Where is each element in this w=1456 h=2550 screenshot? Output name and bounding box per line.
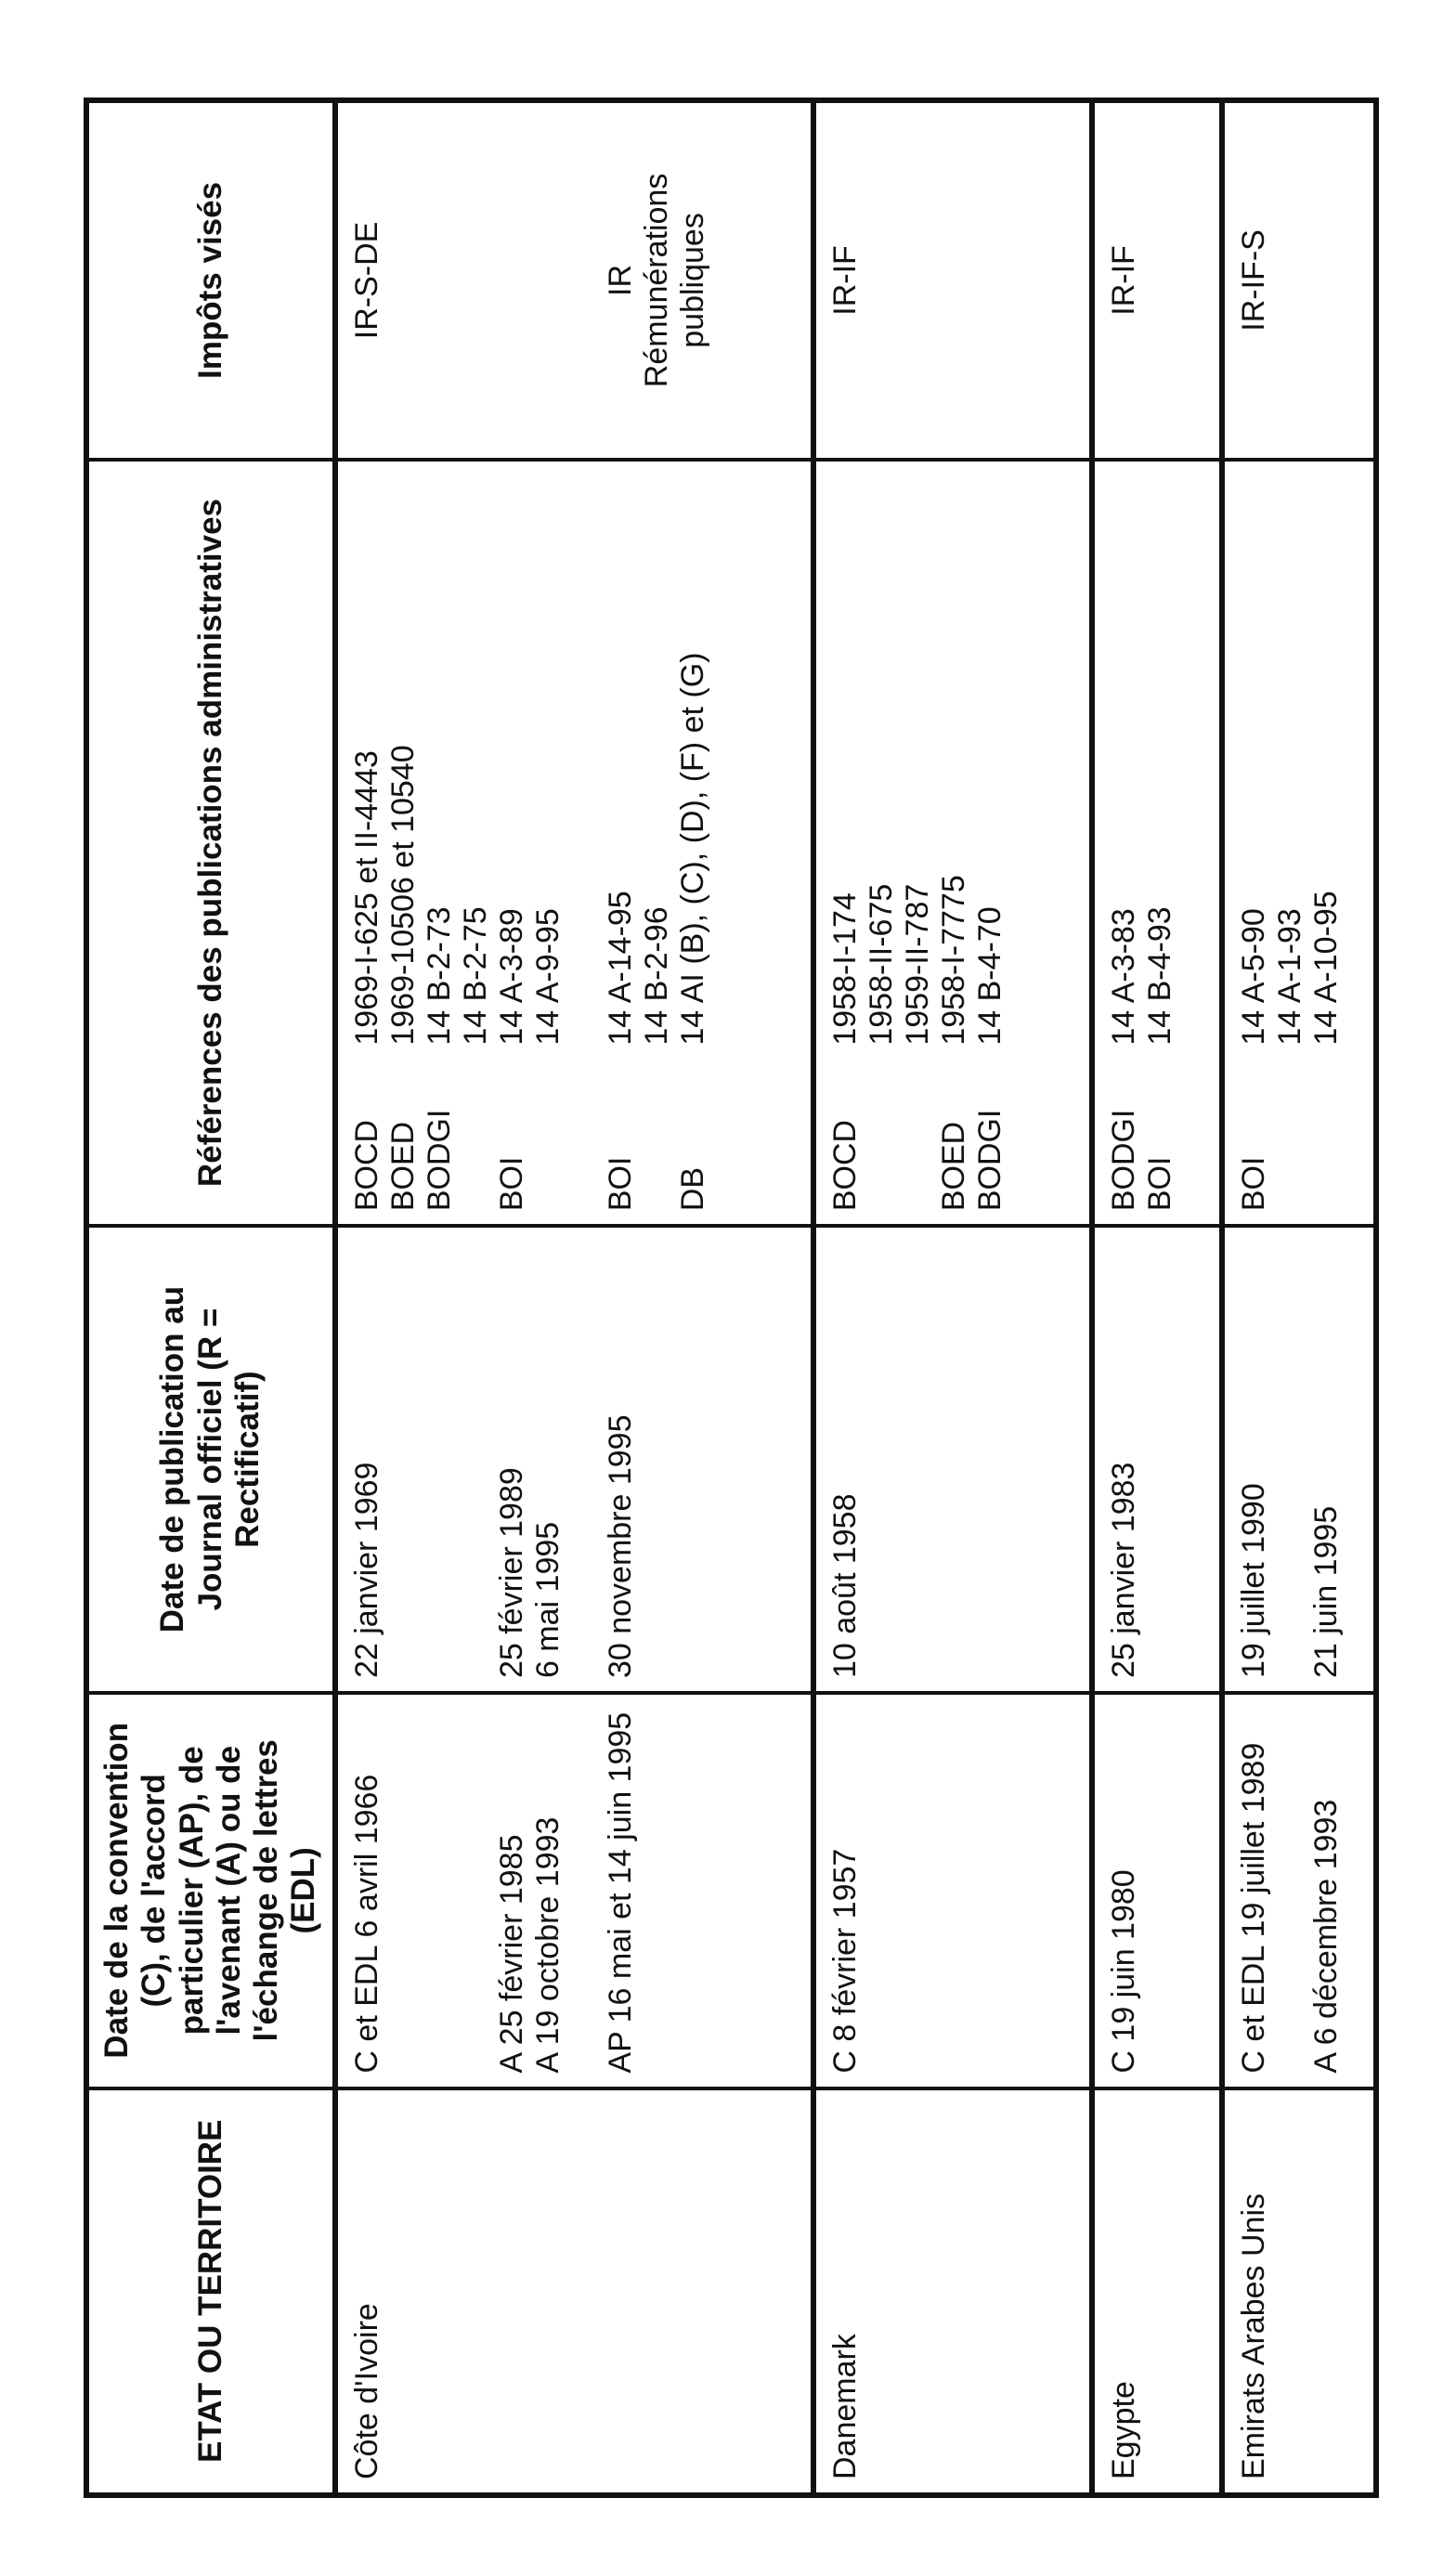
- publication-code: BOCD: [826, 1119, 863, 1212]
- convention-date: A 6 décembre 1993: [1307, 1799, 1344, 2074]
- convention-cell: [1092, 1693, 1222, 2088]
- publication-code: BODGI: [971, 1109, 1008, 1212]
- reference-cell: [1092, 460, 1222, 1059]
- taxes-value: IR: [602, 264, 638, 296]
- convention-cell: [1222, 1693, 1377, 2088]
- convention-date: C 19 juin 1980: [1105, 1869, 1141, 2074]
- reference-cell: [1222, 460, 1377, 1059]
- publication-code: BODGI: [1105, 1109, 1141, 1212]
- taxes-cell: [1092, 100, 1222, 460]
- convention-date: C 8 février 1957: [826, 1848, 863, 2074]
- state-cell: [813, 2088, 1092, 2495]
- reference-number: 14 A-3-89: [493, 908, 529, 1046]
- reference-cell: [813, 460, 1092, 1059]
- reference-number: 14 B-4-70: [971, 906, 1008, 1046]
- reference-number: 1969-10506 et 10540: [384, 745, 421, 1046]
- publication-code: BOI: [1141, 1156, 1177, 1212]
- state-name: Côte d'Ivoire: [348, 2303, 384, 2479]
- convention-date: C et EDL 19 juillet 1989: [1235, 1742, 1271, 2074]
- convention-date: A 19 octobre 1993: [529, 1816, 566, 2074]
- reference-cell: [335, 460, 813, 1059]
- convention-date: AP 16 mai et 14 juin 1995: [602, 1711, 638, 2074]
- jo-cell: [813, 1226, 1092, 1693]
- reference-number: 14 A-10-95: [1307, 891, 1344, 1046]
- convention-date: C et EDL 6 avril 1966: [348, 1774, 384, 2074]
- publication-code: BODGI: [421, 1109, 457, 1212]
- jo-cell: [1092, 1226, 1222, 1693]
- publication-code: BOED: [935, 1121, 971, 1212]
- reference-number: 14 A-5-90: [1235, 908, 1271, 1046]
- publication-code: BOCD: [348, 1119, 384, 1212]
- publication-cell: [813, 1059, 1092, 1227]
- publication-code: BOED: [384, 1121, 421, 1212]
- jo-date: 25 janvier 1983: [1105, 1462, 1141, 1679]
- state-name: Danemark: [826, 2334, 863, 2479]
- jo-date: 6 mai 1995: [529, 1521, 566, 1679]
- state-cell: [335, 2088, 813, 2495]
- conventions-table: [84, 98, 1379, 2498]
- jo-date: 10 août 1958: [826, 1493, 863, 1679]
- jo-date: 30 novembre 1995: [602, 1414, 638, 1679]
- taxes-value: IR-S-DE: [348, 221, 384, 340]
- publication-cell: [335, 1059, 813, 1227]
- taxes-value: IR-IF: [826, 245, 863, 316]
- reference-number: 14 B-4-93: [1141, 906, 1177, 1046]
- state-name: Egypte: [1105, 2381, 1141, 2479]
- state-cell: [1092, 2088, 1222, 2495]
- table-row: [1092, 100, 1222, 2495]
- publication-code: BOI: [1235, 1156, 1271, 1212]
- state-cell: [1222, 2088, 1377, 2495]
- jo-date: 25 février 1989: [493, 1467, 529, 1679]
- taxes-value: Rémunérations: [638, 173, 674, 388]
- reference-number: 14 AI (B), (C), (D), (F) et (G): [675, 652, 711, 1046]
- reference-number: 1958-II-675: [863, 883, 899, 1046]
- taxes-cell: [1222, 100, 1377, 460]
- state-name: Emirats Arabes Unis: [1235, 2193, 1271, 2479]
- taxes-value: IR-IF: [1105, 245, 1141, 316]
- header-row: [86, 100, 335, 2495]
- taxes-value: IR-IF-S: [1235, 229, 1271, 332]
- taxes-value: publiques: [674, 213, 710, 348]
- jo-date: 21 juin 1995: [1307, 1505, 1344, 1679]
- jo-cell: [335, 1226, 813, 1693]
- reference-number: 14 B-2-75: [457, 906, 493, 1046]
- header-convention-date: Date de la convention (C), de l'accord particulier (AP), de l'avenant (A) ou de l'échange de lettres (EDL): [86, 1693, 335, 2088]
- publication-code: BOI: [493, 1156, 529, 1212]
- publication-cell: [1092, 1059, 1222, 1227]
- jo-cell: [1222, 1226, 1377, 1693]
- jo-date: 22 janvier 1969: [348, 1462, 384, 1679]
- publication-code: [530, 1062, 566, 1212]
- publication-code: [458, 1062, 494, 1212]
- publication-cell: [1222, 1059, 1377, 1227]
- reference-number: 1958-I-7775: [935, 875, 971, 1046]
- table-row: [813, 100, 1092, 2495]
- publication-code: [639, 1062, 675, 1212]
- reference-number: 14 B-2-73: [421, 906, 457, 1046]
- reference-number: 14 A-1-93: [1271, 908, 1307, 1046]
- convention-cell: [813, 1693, 1092, 2088]
- reference-number: 14 A-3-83: [1105, 908, 1141, 1046]
- convention-cell: [335, 1693, 813, 2088]
- header-jo-date: Date de publication au Journal officiel (R = Rectificatif): [86, 1226, 335, 1693]
- rotated-page: [84, 98, 1379, 2498]
- publication-code: DB: [674, 1166, 710, 1212]
- jo-date: 19 juillet 1990: [1235, 1483, 1271, 1679]
- reference-number: 14 A-9-95: [529, 908, 566, 1046]
- reference-number: 14 B-2-96: [639, 906, 675, 1046]
- publication-code: [900, 1062, 936, 1212]
- taxes-cell: [813, 100, 1092, 460]
- taxes-cell: [335, 100, 813, 460]
- table-row: [1222, 100, 1377, 2495]
- reference-number: 1969-I-625 et II-4443: [348, 750, 384, 1046]
- header-taxes: Impôts visés: [86, 100, 335, 460]
- publication-code: BOI: [602, 1156, 638, 1212]
- publication-code: [864, 1062, 900, 1212]
- reference-number: 1958-I-174: [826, 892, 863, 1046]
- convention-date: A 25 février 1985: [493, 1834, 529, 2074]
- reference-number: 14 A-14-95: [603, 891, 639, 1046]
- table-row: [335, 100, 813, 2495]
- header-state: ETAT OU TERRITOIRE: [86, 2088, 335, 2495]
- header-references: Références des publications administratives: [86, 460, 335, 1226]
- reference-number: 1959-II-787: [899, 883, 935, 1046]
